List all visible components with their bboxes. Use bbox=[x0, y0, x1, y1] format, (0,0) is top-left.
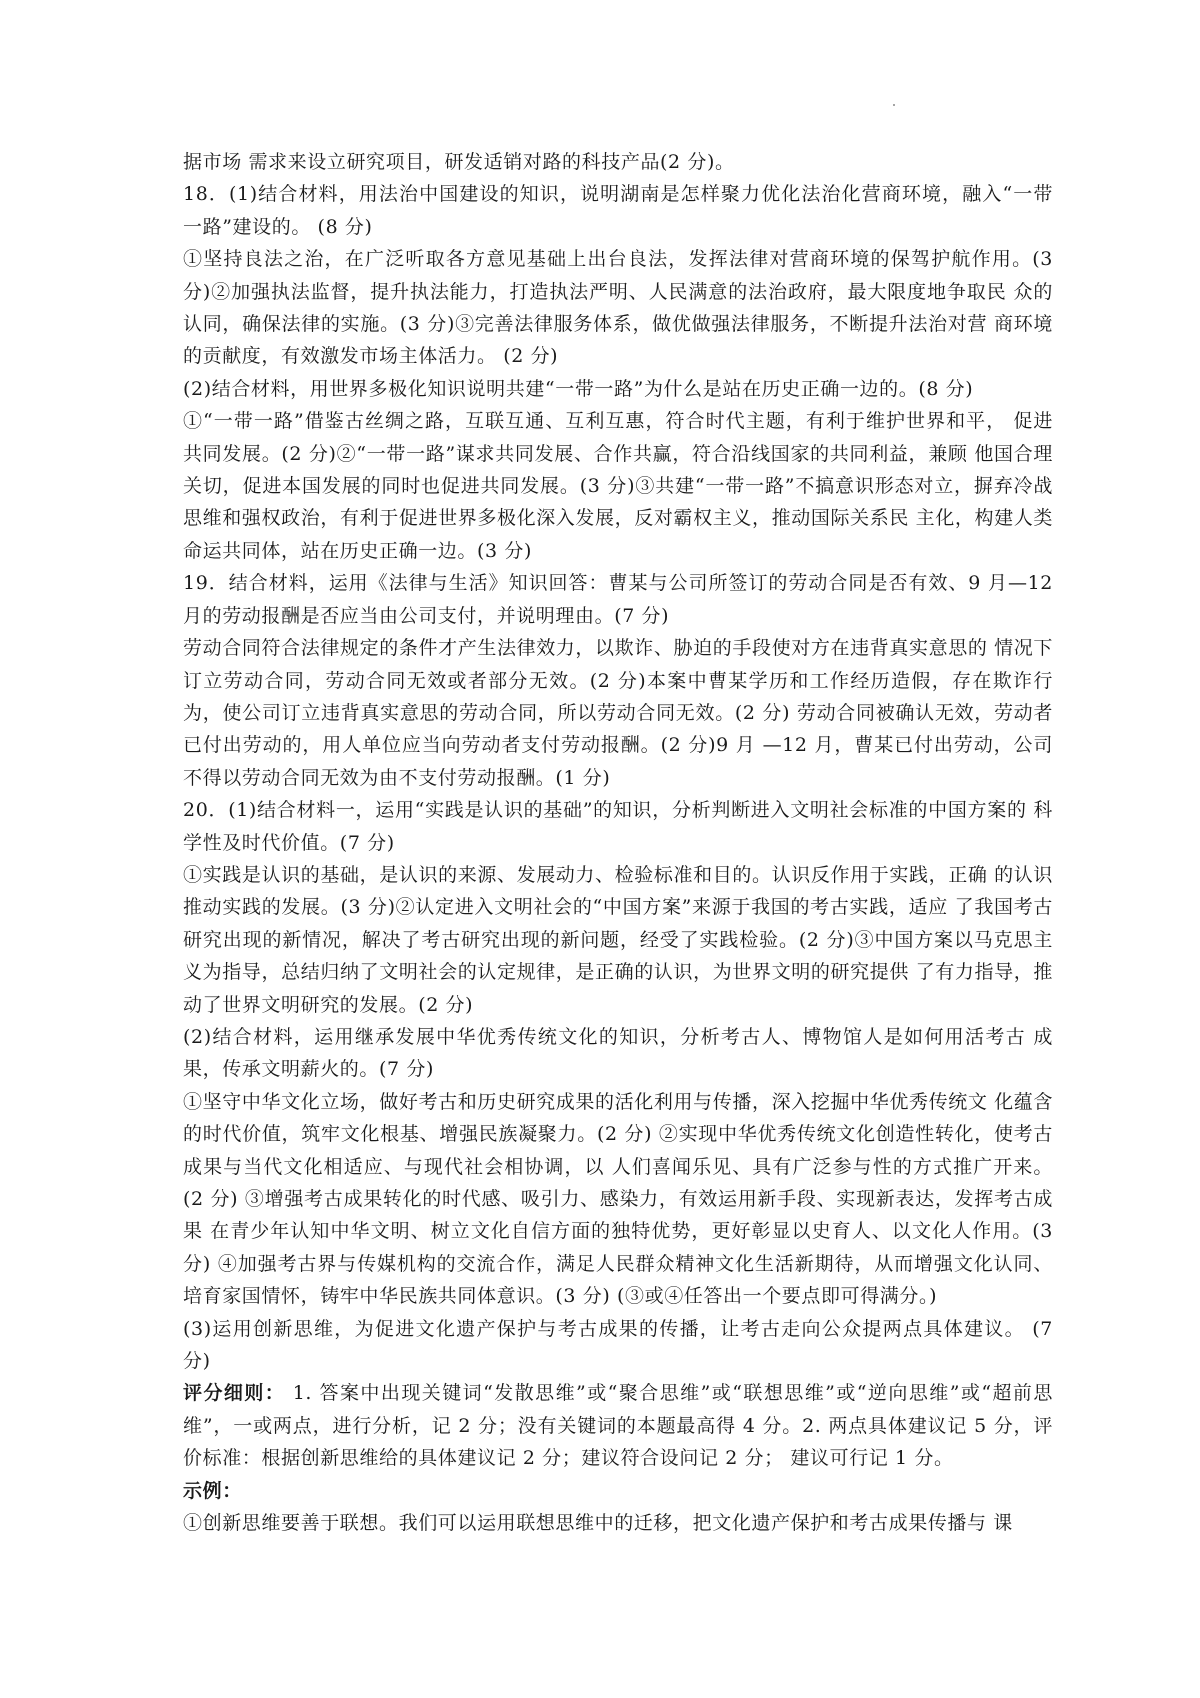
answer-18-1: ①坚持良法之治，在广泛听取各方意见基础上出台良法，发挥法律对营商环境的保驾护航作用。(3 分)②加强执法监督，提升执法能力，打造执法严明、人民满意的法治政府，最大限度地争取民 众的认同，确保法律的实施。(3 分)③完善法律服务体系，做优做强法律服务，不断提升法治对营 商环境的贡献度，有效激发市场主体活力。 (2 分) bbox=[183, 248, 1053, 368]
question-18-2: (2)结合材料，用世界多极化知识说明共建“一带一路”为什么是站在历史正确一边的。(8 分) bbox=[183, 377, 974, 400]
rubric-label: 评分细则： bbox=[183, 1382, 286, 1405]
rubric bbox=[183, 1377, 1053, 1474]
answer-19: 劳动合同符合法律规定的条件才产生法律效力，以欺诈、胁迫的手段使对方在违背真实意思的 情况下订立劳动合同，劳动合同无效或者部分无效。(2 分)本案中曹某学历和工作经历造假，存在欺诈行为，使公司订立违背真实意思的劳动合同，所以劳动合同无效。(2 分) 劳动合同被确认无效，劳动者已付出劳动的，用人单位应当向劳动者支付劳动报酬。(2 分)9 月 —12 月，曹某已付出劳动，公司不得以劳动合同无效为由不支付劳动报酬。(1 分) bbox=[183, 637, 1053, 789]
question-20-3: (3)运用创新思维，为促进文化遗产保护与考古成果的传播，让考古走向公众提两点具体建议。 (7 分) bbox=[183, 1317, 1053, 1373]
question-20-2: (2)结合材料，运用继承发展中华优秀传统文化的知识，分析考古人、博物馆人是如何用活考古 成果，传承文明薪火的。(7 分) bbox=[183, 1025, 1053, 1081]
answer-20-2: ①坚守中华文化立场，做好考古和历史研究成果的活化利用与传播，深入挖掘中华优秀传统文 化蕴含的时代价值，筑牢文化根基、增强民族凝聚力。(2 分) ②实现中华优秀传统文化创造性转化，使考古成果与当代文化相适应、与现代社会相协调，以 人们喜闻乐见、具有广泛参与性的方式推广开来。(2 分) ③增强考古成果转化的时代感、吸引力、感染力，有效运用新手段、实现新表达，发挥考古成果 在青少年认知中华文明、树立文化自信方面的独特优势，更好彰显以史育人、以文化人作用。(3 分) ④加强考古界与传媒机构的交流合作，满足人民群众精神文化生活新期待，从而增强文化认同、 培育家国情怀，铸牢中华民族共同体意识。(3 分) (③或④任答出一个要点即可得满分。) bbox=[183, 1090, 1053, 1308]
rubric-text: 1. 答案中出现关键词“发散思维”或“聚合思维”或“联想思维”或“逆向思维”或“超前思维”，一或两点，进行分析，记 2 分；没有关键词的本题最高得 4 分。2. 两点具体建议记 5 分，评价标准：根据创新思维给的具体建议记 2 分；建议符合设问记 2 分； 建议可行记 1 分。 bbox=[183, 1382, 1053, 1470]
answer-20-1: ①实践是认识的基础，是认识的来源、发展动力、检验标准和目的。认识反作用于实践，正确 的认识推动实践的发展。(3 分)②认定进入文明社会的“中国方案”来源于我国的考古实践，适应 了我国考古研究出现的新情况，解决了考古研究出现的新问题，经受了实践检验。(2 分)③中国方案以马克思主义为指导，总结归纳了文明社会的认定规律，是正确的认识，为世界文明的研究提供 了有力指导，推动了世界文明研究的发展。(2 分) bbox=[183, 863, 1053, 1016]
example-answer: ①创新思维要善于联想。我们可以运用联想思维中的迁移，把文化遗产保护和考古成果传播与 课 bbox=[183, 1512, 1013, 1535]
continued-line: 据市场 需求来设立研究项目，研发适销对路的科技产品(2 分)。 bbox=[183, 151, 735, 173]
answer-18-2: ①“一带一路”借鉴古丝绸之路，互联互通、互利互惠，符合时代主题，有利于维护世界和平， 促进共同发展。(2 分)②“一带一路”谋求共同发展、合作共赢，符合沿线国家的共同利益，兼顾 他国合理关切，促进本国发展的同时也促进共同发展。(3 分)③共建“一带一路”不搞意识形态对立，摒弃冷战思维和强权政治，有利于促进世界多极化深入发展，反对霸权主义，推动国际关系民 主化，构建人类命运共同体，站在历史正确一边。(3 分) bbox=[183, 410, 1053, 562]
example-label: 示例： bbox=[183, 1479, 242, 1502]
question-19: 19．结合材料，运用《法律与生活》知识回答：曹某与公司所签订的劳动合同是否有效、9 月—12 月的劳动报酬是否应当由公司支付，并说明理由。(7 分) bbox=[183, 572, 1053, 627]
scan-speck bbox=[893, 104, 895, 106]
question-18-1: 18．(1)结合材料，用法治中国建设的知识，说明湖南是怎样聚力优化法治化营商环境，融入“一带 一路”建设的。 (8 分) bbox=[183, 183, 1053, 238]
question-20-1: 20．(1)结合材料一，运用“实践是认识的基础”的知识，分析判断进入文明社会标准的中国方案的 科学性及时代价值。(7 分) bbox=[183, 799, 1053, 854]
answer-text bbox=[183, 146, 1053, 1539]
